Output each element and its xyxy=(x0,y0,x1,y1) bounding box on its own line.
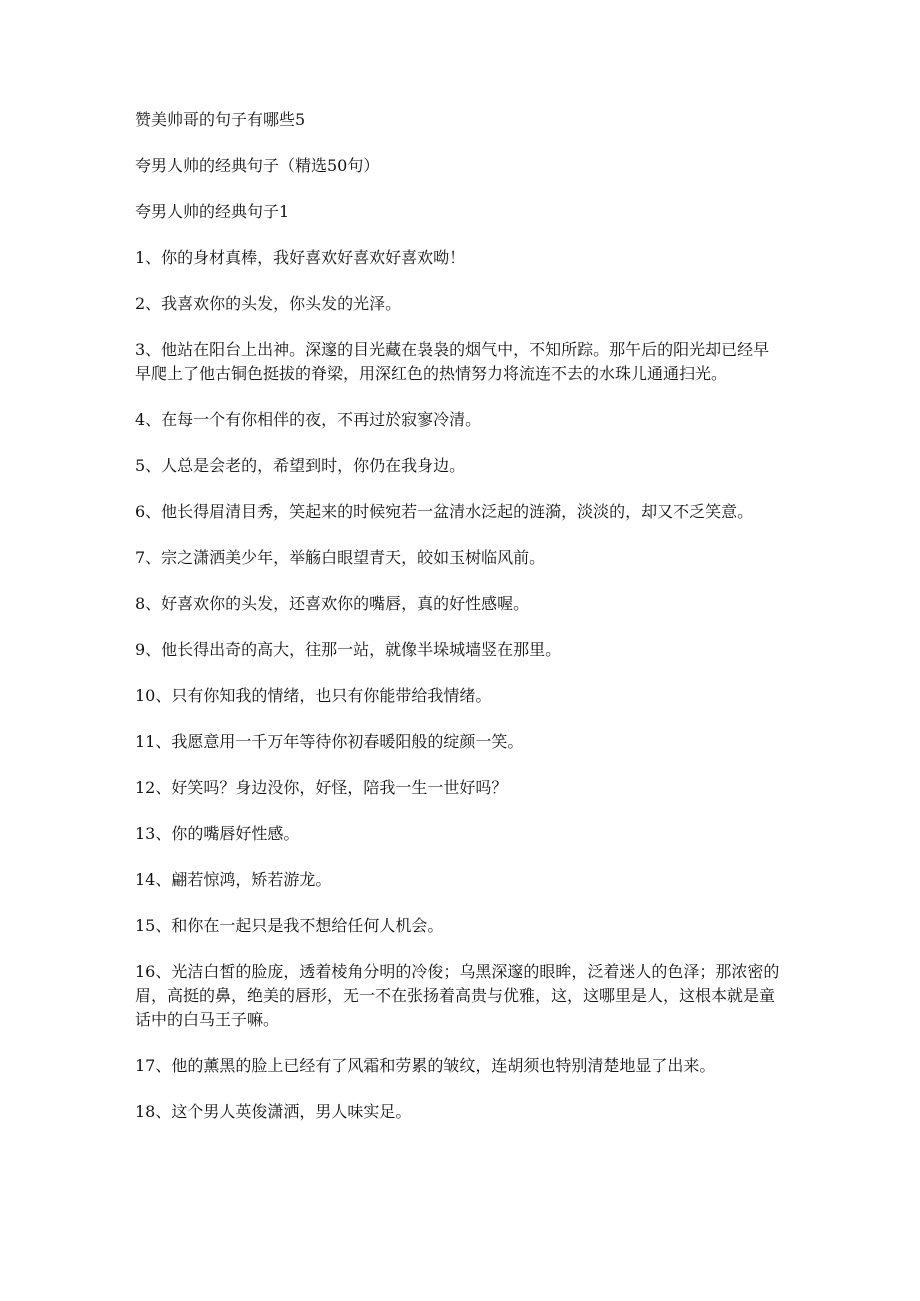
list-item: 13、你的嘴唇好性感。 xyxy=(135,824,300,843)
list-item: 1、你的身材真棒，我好喜欢好喜欢好喜欢呦！ xyxy=(135,248,466,267)
list-item: 6、他长得眉清目秀，笑起来的时候宛若一盆清水泛起的涟漪，淡淡的，却又不乏笑意。 xyxy=(135,502,754,521)
list-item: 12、好笑吗？身边没你，好怪，陪我一生一世好吗？ xyxy=(135,778,508,797)
list-item: 8、好喜欢你的头发，还喜欢你的嘴唇，真的好性感喔。 xyxy=(135,594,530,613)
list-item: 7、宗之潇洒美少年，举觞白眼望青天，皎如玉树临风前。 xyxy=(135,548,546,567)
section-heading: 夸男人帅的经典句子（精选50句） xyxy=(135,156,380,175)
list-item: 14、翩若惊鸿，矫若游龙。 xyxy=(135,870,332,889)
list-item: 17、他的薰黑的脸上已经有了风霜和劳累的皱纹，连胡须也特别清楚地显了出来。 xyxy=(135,1056,716,1075)
list-item: 10、只有你知我的情绪，也只有你能带给我情绪。 xyxy=(135,686,492,705)
list-item: 5、人总是会老的，希望到时，你仍在我身边。 xyxy=(135,456,466,475)
list-item: 11、我愿意用一千万年等待你初春暖阳般的绽颜一笑。 xyxy=(135,732,524,751)
list-item: 15、和你在一起只是我不想给任何人机会。 xyxy=(135,916,444,935)
list-item: 9、他长得出奇的高大，往那一站，就像半垛城墙竖在那里。 xyxy=(135,640,562,659)
list-item: 18、这个男人英俊潇洒，男人味实足。 xyxy=(135,1102,412,1121)
list-item: 4、在每一个有你相伴的夜，不再过於寂寥冷清。 xyxy=(135,410,482,429)
subsection-heading: 夸男人帅的经典句子1 xyxy=(135,202,290,221)
list-item: 2、我喜欢你的头发，你头发的光泽。 xyxy=(135,294,402,313)
document-body xyxy=(135,108,785,1146)
list-item: 3、他站在阳台上出神。深邃的目光藏在袅袅的烟气中，不知所踪。那午后的阳光却已经早早爬上了他古铜色挺拔的脊梁，用深红色的热情努力将流连不去的水珠儿通通扫光。 xyxy=(135,340,770,383)
document-title: 赞美帅哥的句子有哪些5 xyxy=(135,110,306,129)
list-item: 16、光洁白皙的脸庞，透着棱角分明的冷俊；乌黑深邃的眼眸，泛着迷人的色泽；那浓密的眉，高挺的鼻，绝美的唇形，无一不在张扬着高贵与优雅，这，这哪里是人，这根本就是童话中的白马王子嘛。 xyxy=(135,962,780,1029)
